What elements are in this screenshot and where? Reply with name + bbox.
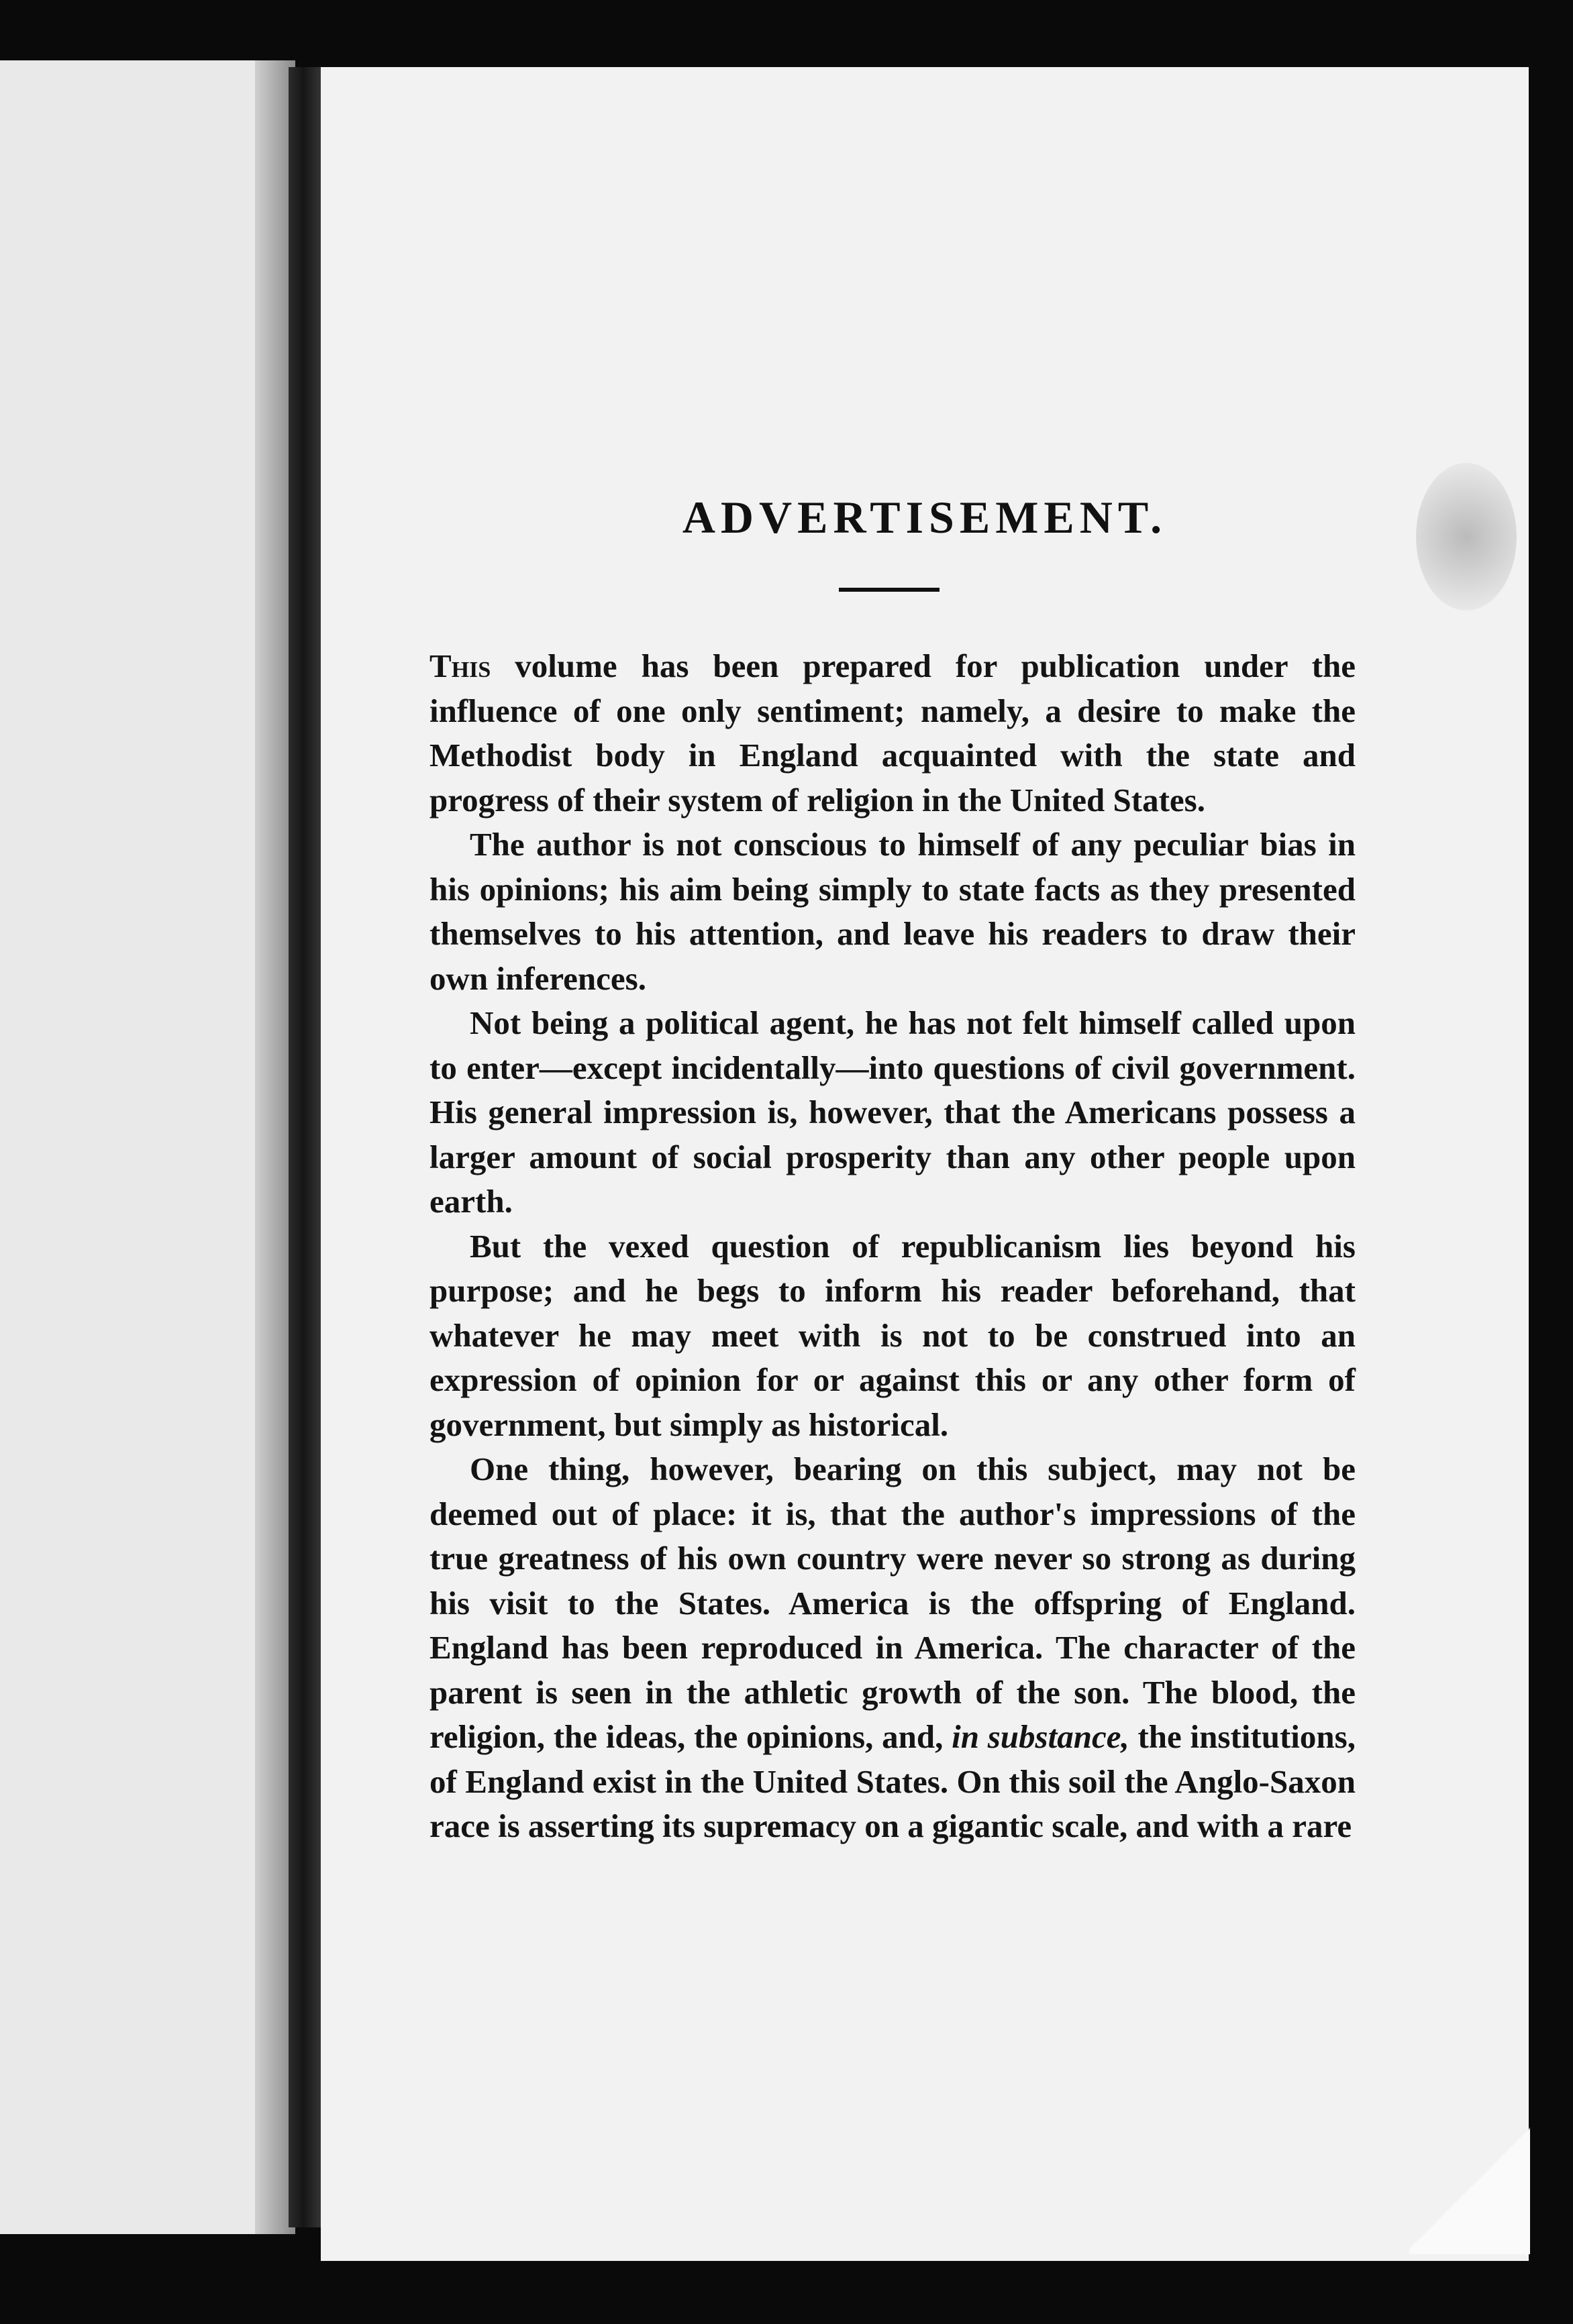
paragraph-4: But the vexed question of republicanism lies beyond his purpose; and he begs to inform his reader beforehand, that whatever he may meet with is not to be construed into an expression of opinion for or against this or any other form of government, but simply as historical. bbox=[429, 1227, 1356, 1443]
paragraph-1-rest: volume has been prepared for publication under the influence of one only sentiment; namely, a desire to make the Methodist body in England acquainted with the state and progress of their system of religion in the United States. bbox=[429, 647, 1356, 818]
paragraph-2: The author is not conscious to himself of any peculiar bias in his opinions; his aim being simply to state facts as they presented themselves to his attention, and leave his readers to draw their own inferences. bbox=[429, 826, 1356, 997]
paragraph-1 bbox=[429, 644, 1356, 823]
left-page-edge bbox=[0, 60, 295, 2234]
title-rule bbox=[839, 588, 940, 592]
paragraph-5-after: the institutions, of England exist in the United States. On this soil the Anglo-Saxon race is asserting its supremacy on a gigantic scale, and with a rare bbox=[429, 1718, 1356, 1844]
body-text bbox=[429, 644, 1356, 1849]
book-spine bbox=[289, 67, 325, 2227]
paragraph-3: Not being a political agent, he has not felt himself called upon to enter—except incidentally—into questions of civil government. His general impression is, however, that the Americans possess a larger amount of social prosperity than any other people upon earth. bbox=[429, 1004, 1356, 1220]
paragraph-5 bbox=[429, 1447, 1356, 1849]
page-corner-curl bbox=[1409, 2120, 1530, 2254]
page-title: ADVERTISEMENT. bbox=[682, 491, 1168, 543]
paragraph-5-emphasis: in substance, bbox=[952, 1718, 1129, 1755]
paragraph-5-before: One thing, however, bearing on this subject, may not be deemed out of place: it is, that the author's impressions of the true greatness of his own country were never so strong as during his visit to the States. America is the offspring of England. England has been reproduced in America. The character of the parent is seen in the athletic growth of the son. The blood, the religion, the ideas, the opinions, and, bbox=[429, 1450, 1356, 1755]
paragraph-1-lead: This bbox=[429, 647, 491, 684]
